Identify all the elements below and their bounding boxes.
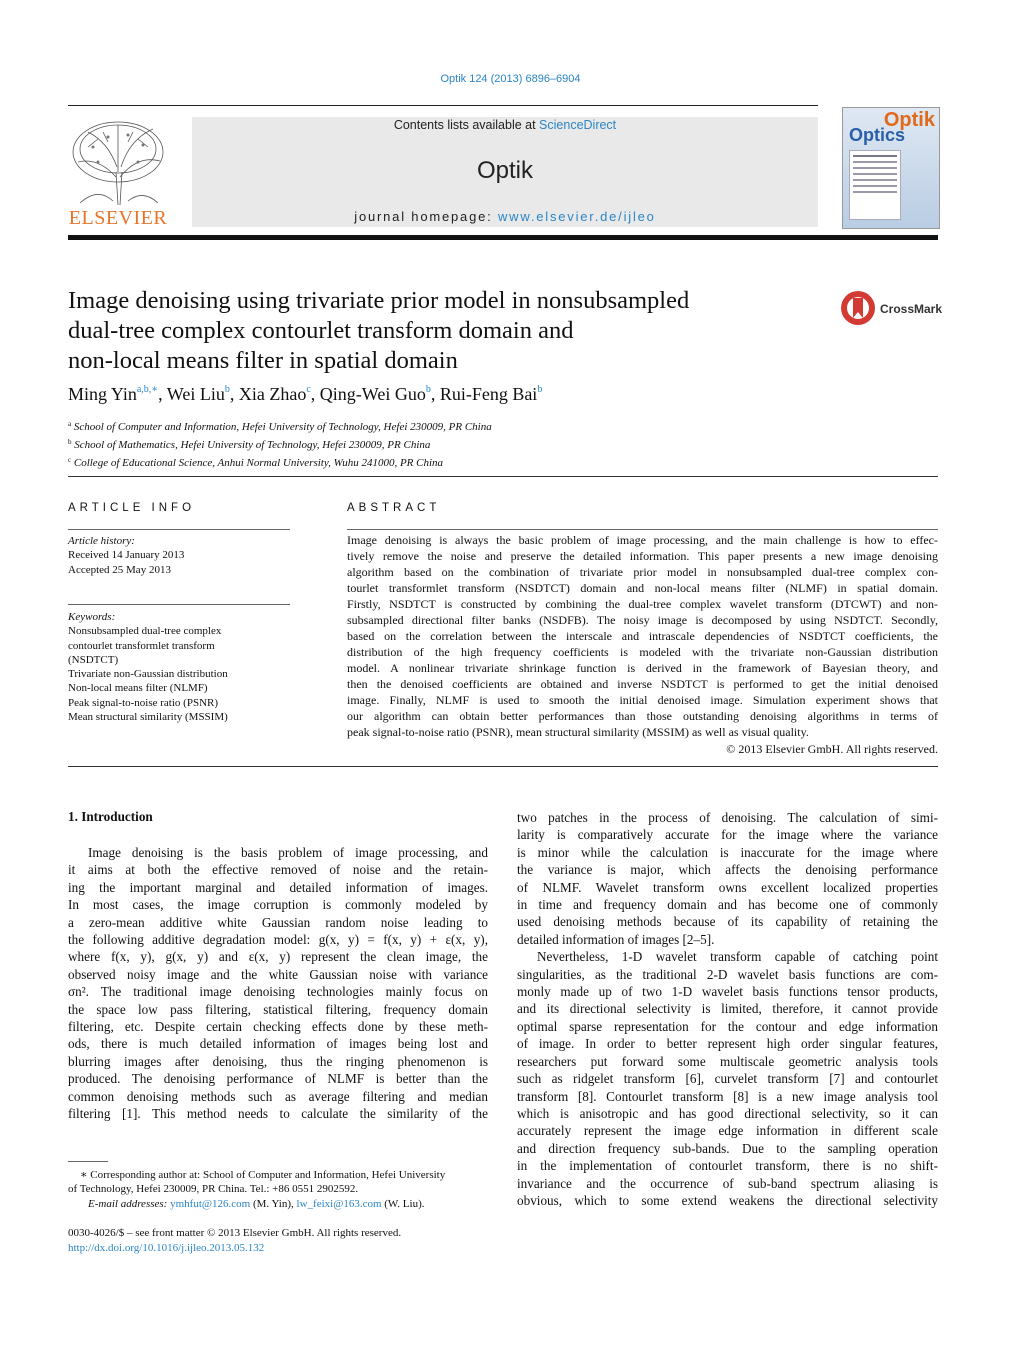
crossmark-icon	[840, 290, 876, 326]
intro-heading: 1. Introduction	[68, 809, 153, 824]
abstract-heading: ABSTRACT	[347, 502, 441, 514]
keywords-list: Keywords: Nonsubsampled dual-tree complex contourlet transformlet transform (NSDTCT) Trivariate non-Gaussian distribution Non-local means filter (NLMF) Peak signal-to-noise ratio (PSNR) Mean structural similarity (MSSIM)	[68, 611, 228, 724]
journal-cover-image[interactable]	[842, 107, 940, 229]
title-line: Image denoising using trivariate prior model in nonsubsampled	[68, 287, 690, 314]
author[interactable]: Qing-Wei Guo$^b$	[319, 384, 431, 404]
affiliation: $^a$ School of Computer and Information, Hefei University of Technology, Hefei 230009, PR China	[68, 420, 492, 433]
keyword: contourlet transformlet transform	[68, 639, 215, 652]
intro-left-column: Image denoising is the basis problem of image processing, and it aims at both the effective removed of noise and the retain- ing the important marginal and detailed information of images. In most cases, the image corruption is commonly modeled by a zero-mean additive white Gaussian random noise leading to the following additive degradation model: g(x, y) = f(x, y) + ε(x, y), where f(x, y), g(x, y) and ε(x, y) represent the clean image, the observed noisy image and the white Gaussian noise with variance σn². The traditional image denoising technologies mainly focus on the space low pass filtering, statistical filtering, frequency domain filtering, etc. Despite certain checking effects done by these meth- ods, there is much detailed information of images being lost and blurring images after denoising, thus the ringing phenomenon is produced. The denoising performance of NLMF is better than the common denoising methods such as average filtering and median filtering [1]. This method needs to calculate the similarity of the	[68, 845, 488, 1122]
sciencedirect-link[interactable]: ScienceDirect	[539, 118, 617, 132]
author[interactable]: Xia Zhao$^c$	[238, 384, 311, 404]
article-info-rule	[68, 529, 290, 530]
email-link[interactable]: ymhfut@126.com	[170, 1197, 251, 1210]
author[interactable]: Ming Yin$^{a,b,∗}$	[68, 384, 159, 404]
title-line: non-local means filter in spatial domain	[68, 347, 458, 374]
article-history: Article history: Received 14 January 2013 Accepted 25 May 2013	[68, 535, 185, 576]
keyword: Non-local means filter (NLMF)	[68, 682, 208, 695]
cover-title-optik: Optik	[883, 109, 935, 131]
affiliation: $^b$ School of Mathematics, Hefei University of Technology, Hefei 230009, PR China	[68, 438, 431, 451]
publisher-wordmark: ELSEVIER	[68, 207, 168, 229]
author[interactable]: Wei Liu$^b$	[166, 384, 230, 404]
section-rule	[68, 766, 938, 767]
crossmark-label: CrossMark	[880, 302, 943, 316]
keyword: Peak signal-to-noise ratio (PSNR)	[68, 696, 219, 709]
contents-line: Contents lists available at ScienceDirect	[393, 118, 617, 132]
journal-header-box	[192, 117, 818, 227]
section-rule	[68, 476, 938, 477]
email-link[interactable]: lw_feixi@163.com	[296, 1197, 382, 1210]
journal-name: Optik	[476, 157, 533, 184]
article-title	[68, 286, 808, 376]
affiliation-list	[68, 417, 492, 471]
intro-right-column: two patches in the process of denoising. The calculation of simi- larity is comparatively accurate for the image where the variance is minor while the calculation is inaccurate for the image where the variance is major, which affects the denoising performance of NLMF. Wavelet transform owns excellent localized properties in time and frequency domain and has become one of commonly used denoising methods because of its capability of retaining the detailed information of images [2–5]. Nevertheless, 1-D wavelet transform capable of catching point singularities, as the traditional 2-D wavelet basis functions are com- monly made up of two 1-D wavelet basis functions tensor products, and its directional selectivity is limited, therefore, it cannot provide optimal sparse representation for the contour and edge information of image. In order to better represent high order singular features, researchers put forward some multiscale geometric analysis tools such as ridgelet transform [6], curvelet transform [7] and contourlet transform [8]. Contourlet transform [8] is a new image analysis tool which is anisotropic and has good directional selectivity, so it can accurately represent the image edge information in different scale and direction frequency sub-bands. Due to the sampling operation in the implementation of contourlet transform, there is no shift- invariance and the occurrence of sub-band spectrum aliasing is obvious, which to some extend weakens the directional selectivity	[517, 810, 938, 1208]
journal-citation[interactable]: Optik 124 (2013) 6896–6904	[440, 73, 581, 85]
footnote-block: ∗ Corresponding author at: School of Computer and Information, Hefei University of Technology, Hefei 230009, PR China. Tel.: +86 0551 2902592. E-mail addresses: ymhfut@126.com (M. Yin), lw_feixi@163.com (W. Liu).	[68, 1169, 446, 1210]
crossmark-badge[interactable]	[840, 290, 943, 330]
abstract-rule	[347, 529, 938, 530]
cover-title-optics: Optics	[849, 125, 906, 145]
title-line: dual-tree complex contourlet transform domain and	[68, 317, 574, 344]
header-top-rule	[68, 105, 818, 106]
article-info-heading: ARTICLE INFO	[68, 502, 196, 514]
abstract-body: Image denoising is always the basic problem of image processing, and the main challenge is how to effec- tively remove the noise and preserve the detailed information. This paper presents a new image denoising algorithm based on the combination of trivariate prior model in nonsubsampled dual-tree complex con- tourlet transformlet transform (NSDTCT) domain and non-local means filter (NLMF) in spatial domain. Firstly, NSDTCT is constructed by combining the dual-tree complex wavelet transform (DTCWT) and non- subsampled directional filter banks (NSDFB). The noisy image is decomposed by using NSDTCT. Secondly, based on the correlation between the interscale and intrascale dependencies of NSDTCT coefficients, the distribution of the high frequency coefficients is modeled with the trivariate non-Gaussian distribution model. A nonlinear trivariate shrinkage function is derived in the framework of Bayesian theory, and then the denoised coefficients are obtained and inverse NSDTCT is performed to get the initial denoised image. Finally, NLMF is used to smooth the initial denoised image. Simulation experiment shows that our algorithm can obtain better performances than those outstanding denoising algorithms in terms of peak signal-to-noise ratio (PSNR), mean structural similarity (MSSIM) as well as visual quality.	[347, 533, 938, 739]
keyword: Mean structural similarity (MSSIM)	[68, 711, 228, 724]
issn-line: 0030-4026/$ – see front matter © 2013 Elsevier GmbH. All rights reserved.	[68, 1227, 402, 1239]
homepage-link[interactable]: www.elsevier.de/ijleo	[497, 209, 656, 224]
header-thick-rule	[68, 235, 938, 240]
keyword: Trivariate non-Gaussian distribution	[68, 668, 228, 681]
affiliation: $^c$ College of Educational Science, Anhui Normal University, Wuhu 241000, PR China	[68, 456, 444, 469]
doi-link[interactable]: http://dx.doi.org/10.1016/j.ijleo.2013.05.132	[68, 1242, 265, 1254]
homepage-line: journal homepage: www.elsevier.de/ijleo	[354, 209, 656, 224]
keyword: (NSDTCT)	[68, 653, 119, 666]
author-list: Ming Yin$^{a,b,∗}$, Wei Liu$^b$, Xia Zhao$^c$, Qing-Wei Guo$^b$, Rui-Feng Bai$^b$	[68, 384, 543, 404]
keywords-rule	[68, 604, 290, 605]
author[interactable]: Rui-Feng Bai$^b$	[439, 384, 543, 404]
keyword: Nonsubsampled dual-tree complex	[68, 625, 222, 638]
cover-contents-panel	[849, 150, 901, 220]
footnote-rule	[68, 1161, 108, 1162]
abstract-copyright: © 2013 Elsevier GmbH. All rights reserved.	[726, 742, 938, 756]
